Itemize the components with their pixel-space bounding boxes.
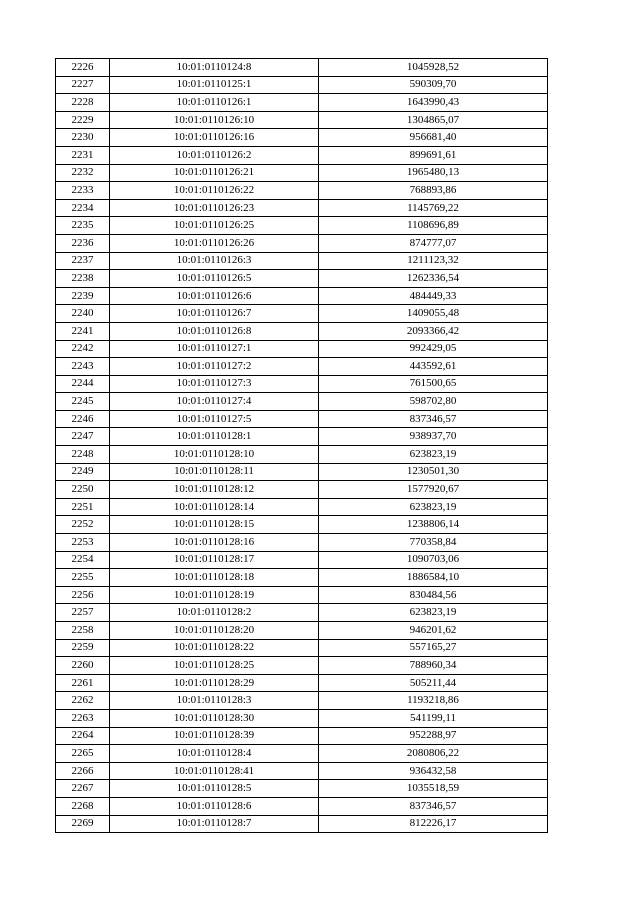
- table-row: [56, 797, 548, 815]
- row-number-cell: 2259: [56, 639, 110, 657]
- cadastral-number-cell: 10:01:0110126:8: [110, 322, 319, 340]
- table-row: [56, 463, 548, 481]
- value-cell: 761500,65: [319, 375, 548, 393]
- cadastral-number-cell: 10:01:0110128:30: [110, 709, 319, 727]
- cadastral-number-cell: 10:01:0110128:5: [110, 780, 319, 798]
- cadastral-number-cell: 10:01:0110128:29: [110, 674, 319, 692]
- table-row: [56, 428, 548, 446]
- table-row: [56, 604, 548, 622]
- value-cell: 1230501,30: [319, 463, 548, 481]
- cadastral-number-cell: 10:01:0110126:3: [110, 252, 319, 270]
- table-row: [56, 622, 548, 640]
- row-number-cell: 2251: [56, 498, 110, 516]
- table-row: [56, 287, 548, 305]
- row-number-cell: 2234: [56, 199, 110, 217]
- data-table: [55, 58, 548, 833]
- value-cell: 1145769,22: [319, 199, 548, 217]
- table-row: [56, 657, 548, 675]
- value-cell: 1577920,67: [319, 481, 548, 499]
- row-number-cell: 2237: [56, 252, 110, 270]
- value-cell: 768893,86: [319, 182, 548, 200]
- table-row: [56, 481, 548, 499]
- value-cell: 812226,17: [319, 815, 548, 833]
- table-row: [56, 270, 548, 288]
- value-cell: 874777,07: [319, 234, 548, 252]
- value-cell: 1045928,52: [319, 59, 548, 77]
- table-row: [56, 305, 548, 323]
- cadastral-number-cell: 10:01:0110124:8: [110, 59, 319, 77]
- value-cell: 1090703,06: [319, 551, 548, 569]
- table-row: [56, 322, 548, 340]
- table-row: [56, 727, 548, 745]
- value-cell: 505211,44: [319, 674, 548, 692]
- value-cell: 770358,84: [319, 534, 548, 552]
- row-number-cell: 2265: [56, 745, 110, 763]
- cadastral-number-cell: 10:01:0110126:25: [110, 217, 319, 235]
- row-number-cell: 2247: [56, 428, 110, 446]
- row-number-cell: 2268: [56, 797, 110, 815]
- row-number-cell: 2244: [56, 375, 110, 393]
- table-row: [56, 534, 548, 552]
- cadastral-number-cell: 10:01:0110128:41: [110, 762, 319, 780]
- value-cell: 484449,33: [319, 287, 548, 305]
- cadastral-number-cell: 10:01:0110128:11: [110, 463, 319, 481]
- cadastral-number-cell: 10:01:0110128:18: [110, 569, 319, 587]
- row-number-cell: 2263: [56, 709, 110, 727]
- cadastral-number-cell: 10:01:0110126:16: [110, 129, 319, 147]
- row-number-cell: 2250: [56, 481, 110, 499]
- table-row: [56, 129, 548, 147]
- table-row: [56, 709, 548, 727]
- table-row: [56, 358, 548, 376]
- cadastral-number-cell: 10:01:0110126:23: [110, 199, 319, 217]
- value-cell: 1886584,10: [319, 569, 548, 587]
- row-number-cell: 2252: [56, 516, 110, 534]
- row-number-cell: 2228: [56, 94, 110, 112]
- table-row: [56, 674, 548, 692]
- row-number-cell: 2226: [56, 59, 110, 77]
- table-row: [56, 94, 548, 112]
- table-row: [56, 639, 548, 657]
- cadastral-number-cell: 10:01:0110126:5: [110, 270, 319, 288]
- cadastral-number-cell: 10:01:0110128:10: [110, 446, 319, 464]
- value-cell: 1262336,54: [319, 270, 548, 288]
- table-row: [56, 375, 548, 393]
- table-row: [56, 59, 548, 77]
- row-number-cell: 2245: [56, 393, 110, 411]
- row-number-cell: 2243: [56, 358, 110, 376]
- cadastral-number-cell: 10:01:0110128:6: [110, 797, 319, 815]
- table-row: [56, 146, 548, 164]
- row-number-cell: 2260: [56, 657, 110, 675]
- cadastral-number-cell: 10:01:0110126:22: [110, 182, 319, 200]
- row-number-cell: 2233: [56, 182, 110, 200]
- table-row: [56, 393, 548, 411]
- table-row: [56, 516, 548, 534]
- cadastral-number-cell: 10:01:0110128:25: [110, 657, 319, 675]
- table-row: [56, 76, 548, 94]
- table-row: [56, 217, 548, 235]
- value-cell: 2080806,22: [319, 745, 548, 763]
- cadastral-number-cell: 10:01:0110127:1: [110, 340, 319, 358]
- table-row: [56, 164, 548, 182]
- cadastral-number-cell: 10:01:0110128:2: [110, 604, 319, 622]
- value-cell: 557165,27: [319, 639, 548, 657]
- cadastral-number-cell: 10:01:0110126:1: [110, 94, 319, 112]
- cadastral-number-cell: 10:01:0110128:20: [110, 622, 319, 640]
- row-number-cell: 2246: [56, 410, 110, 428]
- cadastral-number-cell: 10:01:0110127:3: [110, 375, 319, 393]
- value-cell: 936432,58: [319, 762, 548, 780]
- table-body: [56, 59, 548, 833]
- row-number-cell: 2269: [56, 815, 110, 833]
- row-number-cell: 2255: [56, 569, 110, 587]
- table-row: [56, 498, 548, 516]
- cadastral-number-cell: 10:01:0110128:22: [110, 639, 319, 657]
- value-cell: 590309,70: [319, 76, 548, 94]
- table-row: [56, 340, 548, 358]
- value-cell: 946201,62: [319, 622, 548, 640]
- table-row: [56, 446, 548, 464]
- value-cell: 443592,61: [319, 358, 548, 376]
- cadastral-number-cell: 10:01:0110128:3: [110, 692, 319, 710]
- cadastral-number-cell: 10:01:0110126:2: [110, 146, 319, 164]
- table-row: [56, 586, 548, 604]
- value-cell: 830484,56: [319, 586, 548, 604]
- table-row: [56, 199, 548, 217]
- value-cell: 788960,34: [319, 657, 548, 675]
- table-row: [56, 234, 548, 252]
- table-row: [56, 780, 548, 798]
- value-cell: 2093366,42: [319, 322, 548, 340]
- cadastral-number-cell: 10:01:0110126:6: [110, 287, 319, 305]
- row-number-cell: 2262: [56, 692, 110, 710]
- row-number-cell: 2254: [56, 551, 110, 569]
- cadastral-number-cell: 10:01:0110128:16: [110, 534, 319, 552]
- cadastral-number-cell: 10:01:0110125:1: [110, 76, 319, 94]
- value-cell: 899691,61: [319, 146, 548, 164]
- table-row: [56, 762, 548, 780]
- row-number-cell: 2232: [56, 164, 110, 182]
- cadastral-number-cell: 10:01:0110127:5: [110, 410, 319, 428]
- cadastral-number-cell: 10:01:0110126:10: [110, 111, 319, 129]
- row-number-cell: 2256: [56, 586, 110, 604]
- value-cell: 952288,97: [319, 727, 548, 745]
- value-cell: 1108696,89: [319, 217, 548, 235]
- value-cell: 837346,57: [319, 410, 548, 428]
- value-cell: 938937,70: [319, 428, 548, 446]
- table-row: [56, 551, 548, 569]
- cadastral-number-cell: 10:01:0110128:12: [110, 481, 319, 499]
- row-number-cell: 2261: [56, 674, 110, 692]
- table-row: [56, 692, 548, 710]
- value-cell: 1211123,32: [319, 252, 548, 270]
- value-cell: 598702,80: [319, 393, 548, 411]
- table-row: [56, 182, 548, 200]
- value-cell: 1965480,13: [319, 164, 548, 182]
- row-number-cell: 2248: [56, 446, 110, 464]
- row-number-cell: 2264: [56, 727, 110, 745]
- row-number-cell: 2231: [56, 146, 110, 164]
- cadastral-number-cell: 10:01:0110128:17: [110, 551, 319, 569]
- cadastral-number-cell: 10:01:0110128:14: [110, 498, 319, 516]
- row-number-cell: 2238: [56, 270, 110, 288]
- cadastral-number-cell: 10:01:0110128:1: [110, 428, 319, 446]
- row-number-cell: 2236: [56, 234, 110, 252]
- row-number-cell: 2241: [56, 322, 110, 340]
- cadastral-number-cell: 10:01:0110128:15: [110, 516, 319, 534]
- value-cell: 1304865,07: [319, 111, 548, 129]
- value-cell: 1409055,48: [319, 305, 548, 323]
- cadastral-number-cell: 10:01:0110126:21: [110, 164, 319, 182]
- row-number-cell: 2239: [56, 287, 110, 305]
- cadastral-number-cell: 10:01:0110126:7: [110, 305, 319, 323]
- row-number-cell: 2229: [56, 111, 110, 129]
- value-cell: 623823,19: [319, 446, 548, 464]
- value-cell: 1193218,86: [319, 692, 548, 710]
- row-number-cell: 2266: [56, 762, 110, 780]
- row-number-cell: 2240: [56, 305, 110, 323]
- value-cell: 1035518,59: [319, 780, 548, 798]
- row-number-cell: 2249: [56, 463, 110, 481]
- cadastral-number-cell: 10:01:0110127:2: [110, 358, 319, 376]
- table-row: [56, 815, 548, 833]
- cadastral-number-cell: 10:01:0110126:26: [110, 234, 319, 252]
- row-number-cell: 2257: [56, 604, 110, 622]
- row-number-cell: 2227: [56, 76, 110, 94]
- value-cell: 541199,11: [319, 709, 548, 727]
- table-row: [56, 252, 548, 270]
- row-number-cell: 2267: [56, 780, 110, 798]
- table-row: [56, 410, 548, 428]
- table-row: [56, 111, 548, 129]
- cadastral-number-cell: 10:01:0110127:4: [110, 393, 319, 411]
- row-number-cell: 2258: [56, 622, 110, 640]
- value-cell: 623823,19: [319, 498, 548, 516]
- row-number-cell: 2242: [56, 340, 110, 358]
- value-cell: 1643990,43: [319, 94, 548, 112]
- value-cell: 623823,19: [319, 604, 548, 622]
- cadastral-number-cell: 10:01:0110128:7: [110, 815, 319, 833]
- table-row: [56, 745, 548, 763]
- value-cell: 837346,57: [319, 797, 548, 815]
- cadastral-number-cell: 10:01:0110128:4: [110, 745, 319, 763]
- row-number-cell: 2230: [56, 129, 110, 147]
- value-cell: 992429,05: [319, 340, 548, 358]
- cadastral-number-cell: 10:01:0110128:39: [110, 727, 319, 745]
- value-cell: 956681,40: [319, 129, 548, 147]
- row-number-cell: 2235: [56, 217, 110, 235]
- row-number-cell: 2253: [56, 534, 110, 552]
- table-row: [56, 569, 548, 587]
- cadastral-number-cell: 10:01:0110128:19: [110, 586, 319, 604]
- value-cell: 1238806,14: [319, 516, 548, 534]
